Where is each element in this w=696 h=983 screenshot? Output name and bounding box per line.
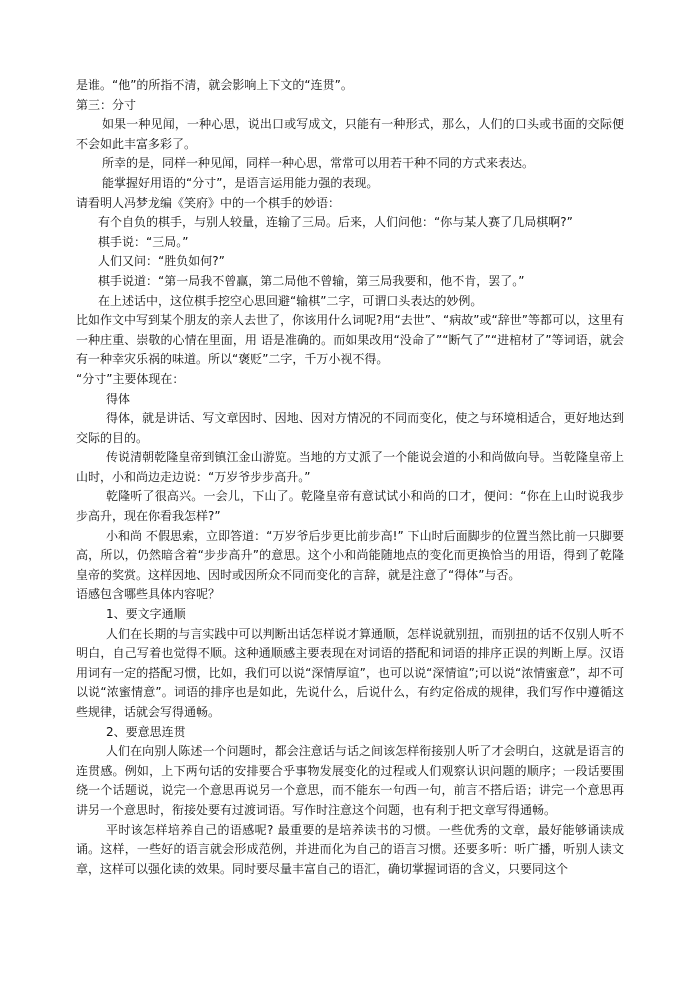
- paragraph: 比如作文中写到某个朋友的亲人去世了，你该用什么词呢?用“去世”、“病故”或“辞世”等都可以，这里有一种庄重、崇敬的心情在里面，用 语是准确的。而如果改用“没命了”“断气了”“进棺材了”等词语，就会有一种幸灾乐祸的味道。所以“褒贬”二字，千万小视不得。: [76, 313, 624, 367]
- paragraph: 平时该怎样培养自己的语感呢? 最重要的是培养读书的习惯。一些优秀的文章，最好能够诵读成诵。这样，一些好的语言就会形成范例，并进而化为自己的语言习惯。还要多听：听广播，听别人读文章，这样可以强化读的效果。同时要尽量丰富自己的语汇，确切掌握词语的含义，只要同这个: [76, 822, 624, 876]
- paragraph: 1、要文字通顺: [106, 607, 186, 622]
- paragraph: 如果一种见闻，一种心思，说出口或写成文，只能有一种形式，那么，人们的口头或书面的交际便不会如此丰富多彩了。: [76, 117, 624, 151]
- paragraph: 所幸的是，同样一种见闻，同样一种心思，常常可以用若干种不同的方式来表达。: [102, 156, 535, 171]
- paragraph: 传说清朝乾隆皇帝到镇江金山游览。当地的方丈派了一个能说会道的小和尚做向导。当乾隆皇帝上山时，小和尚边走边说：“万岁爷步步高升。”: [76, 450, 624, 484]
- paragraph: 人们在向别人陈述一个问题时，都会注意话与话之间该怎样衔接别人听了才会明白，这就是语言的连贯感。例如，上下两句话的安排要合乎事物发展变化的过程或人们观察认识问题的顺序；一段话要围绕一个话题说，说完一个意思再说另一个意思，而不能东一句西一句，前言不搭后语；讲完一个意思再讲另一个意思时，衔接处要有过渡词语。写作时注意这个问题，也有利于把文章写得通畅。: [76, 744, 624, 817]
- paragraph: 请看明人冯梦龙编《笑府》中的一个棋手的妙语：: [76, 195, 341, 210]
- paragraph: 2、要意思连贯: [106, 724, 186, 739]
- paragraph: 第三：分寸: [76, 97, 137, 112]
- paragraph: 能掌握好用语的“分寸”，是语言运用能力强的表现。: [102, 175, 379, 190]
- paragraph: 人们在长期的与言实践中可以判断出话怎样说才算通顺，怎样说就别扭，而别扭的话不仅别人听不明白，自己写着也觉得不顺。这种通顺感主要表现在对词语的搭配和词语的排序正误的判断上厚。汉语用词有一定的搭配习惯，比如，我们可以说“深情厚谊”，也可以说“深情谊”;可以说“浓情蜜意”，却不可以说“浓蜜情意”。词语的排序也是如此，先说什么，后说什么，有约定俗成的规律，我们写作中遵循这些规律，话就会写得通畅。: [76, 626, 624, 719]
- paragraph: “分寸”主要体现在：: [76, 371, 185, 386]
- paragraph: 乾隆听了很高兴。一会儿，下山了。乾隆皇帝有意试试小和尚的口才，便问：“你在上山时说我步步高升，现在你看我怎样?”: [76, 489, 624, 524]
- paragraph: 语感包含哪些具体内容呢？: [76, 587, 221, 602]
- paragraph: 小和尚 不假思索，立即答道：“万岁爷后步更比前步高!” 下山时后面脚步的位置当然比前一只脚要高，所以，仍然暗含着“步步高升”的意思。这个小和尚能随地点的变化而更换恰当的用语，得到了乾隆皇帝的奖赏。这样因地、因时或因所众不同而变化的言辞，就是注意了“得体”与否。: [76, 528, 624, 582]
- paragraph: 得体，就是讲话、写文章因时、因地、因对方情况的不同而变化，使之与环境相适合，更好地达到交际的目的。: [76, 411, 624, 445]
- paragraph: 是谁。“他”的所指不清，就会影响上下文的“连贯”。: [76, 78, 353, 92]
- paragraph: 在上述话中，这位棋手挖空心思回避“输棋”二字，可谓口头表达的妙例。: [98, 293, 483, 308]
- paragraph: 棋手说道：“第一局我不曾赢，第二局他不曾输，第三局我要和，他不肯，罢了。”: [98, 273, 525, 288]
- document-body: [76, 76, 624, 879]
- paragraph: 得体: [106, 391, 131, 406]
- paragraph: 人们又问：“胜负如何?”: [98, 254, 225, 269]
- paragraph: 有个自负的棋手，与别人较量，连输了三局。后来，人们问他：“你与某人赛了几局棋啊?”: [98, 215, 573, 230]
- paragraph: 棋手说：“三局。”: [98, 234, 189, 249]
